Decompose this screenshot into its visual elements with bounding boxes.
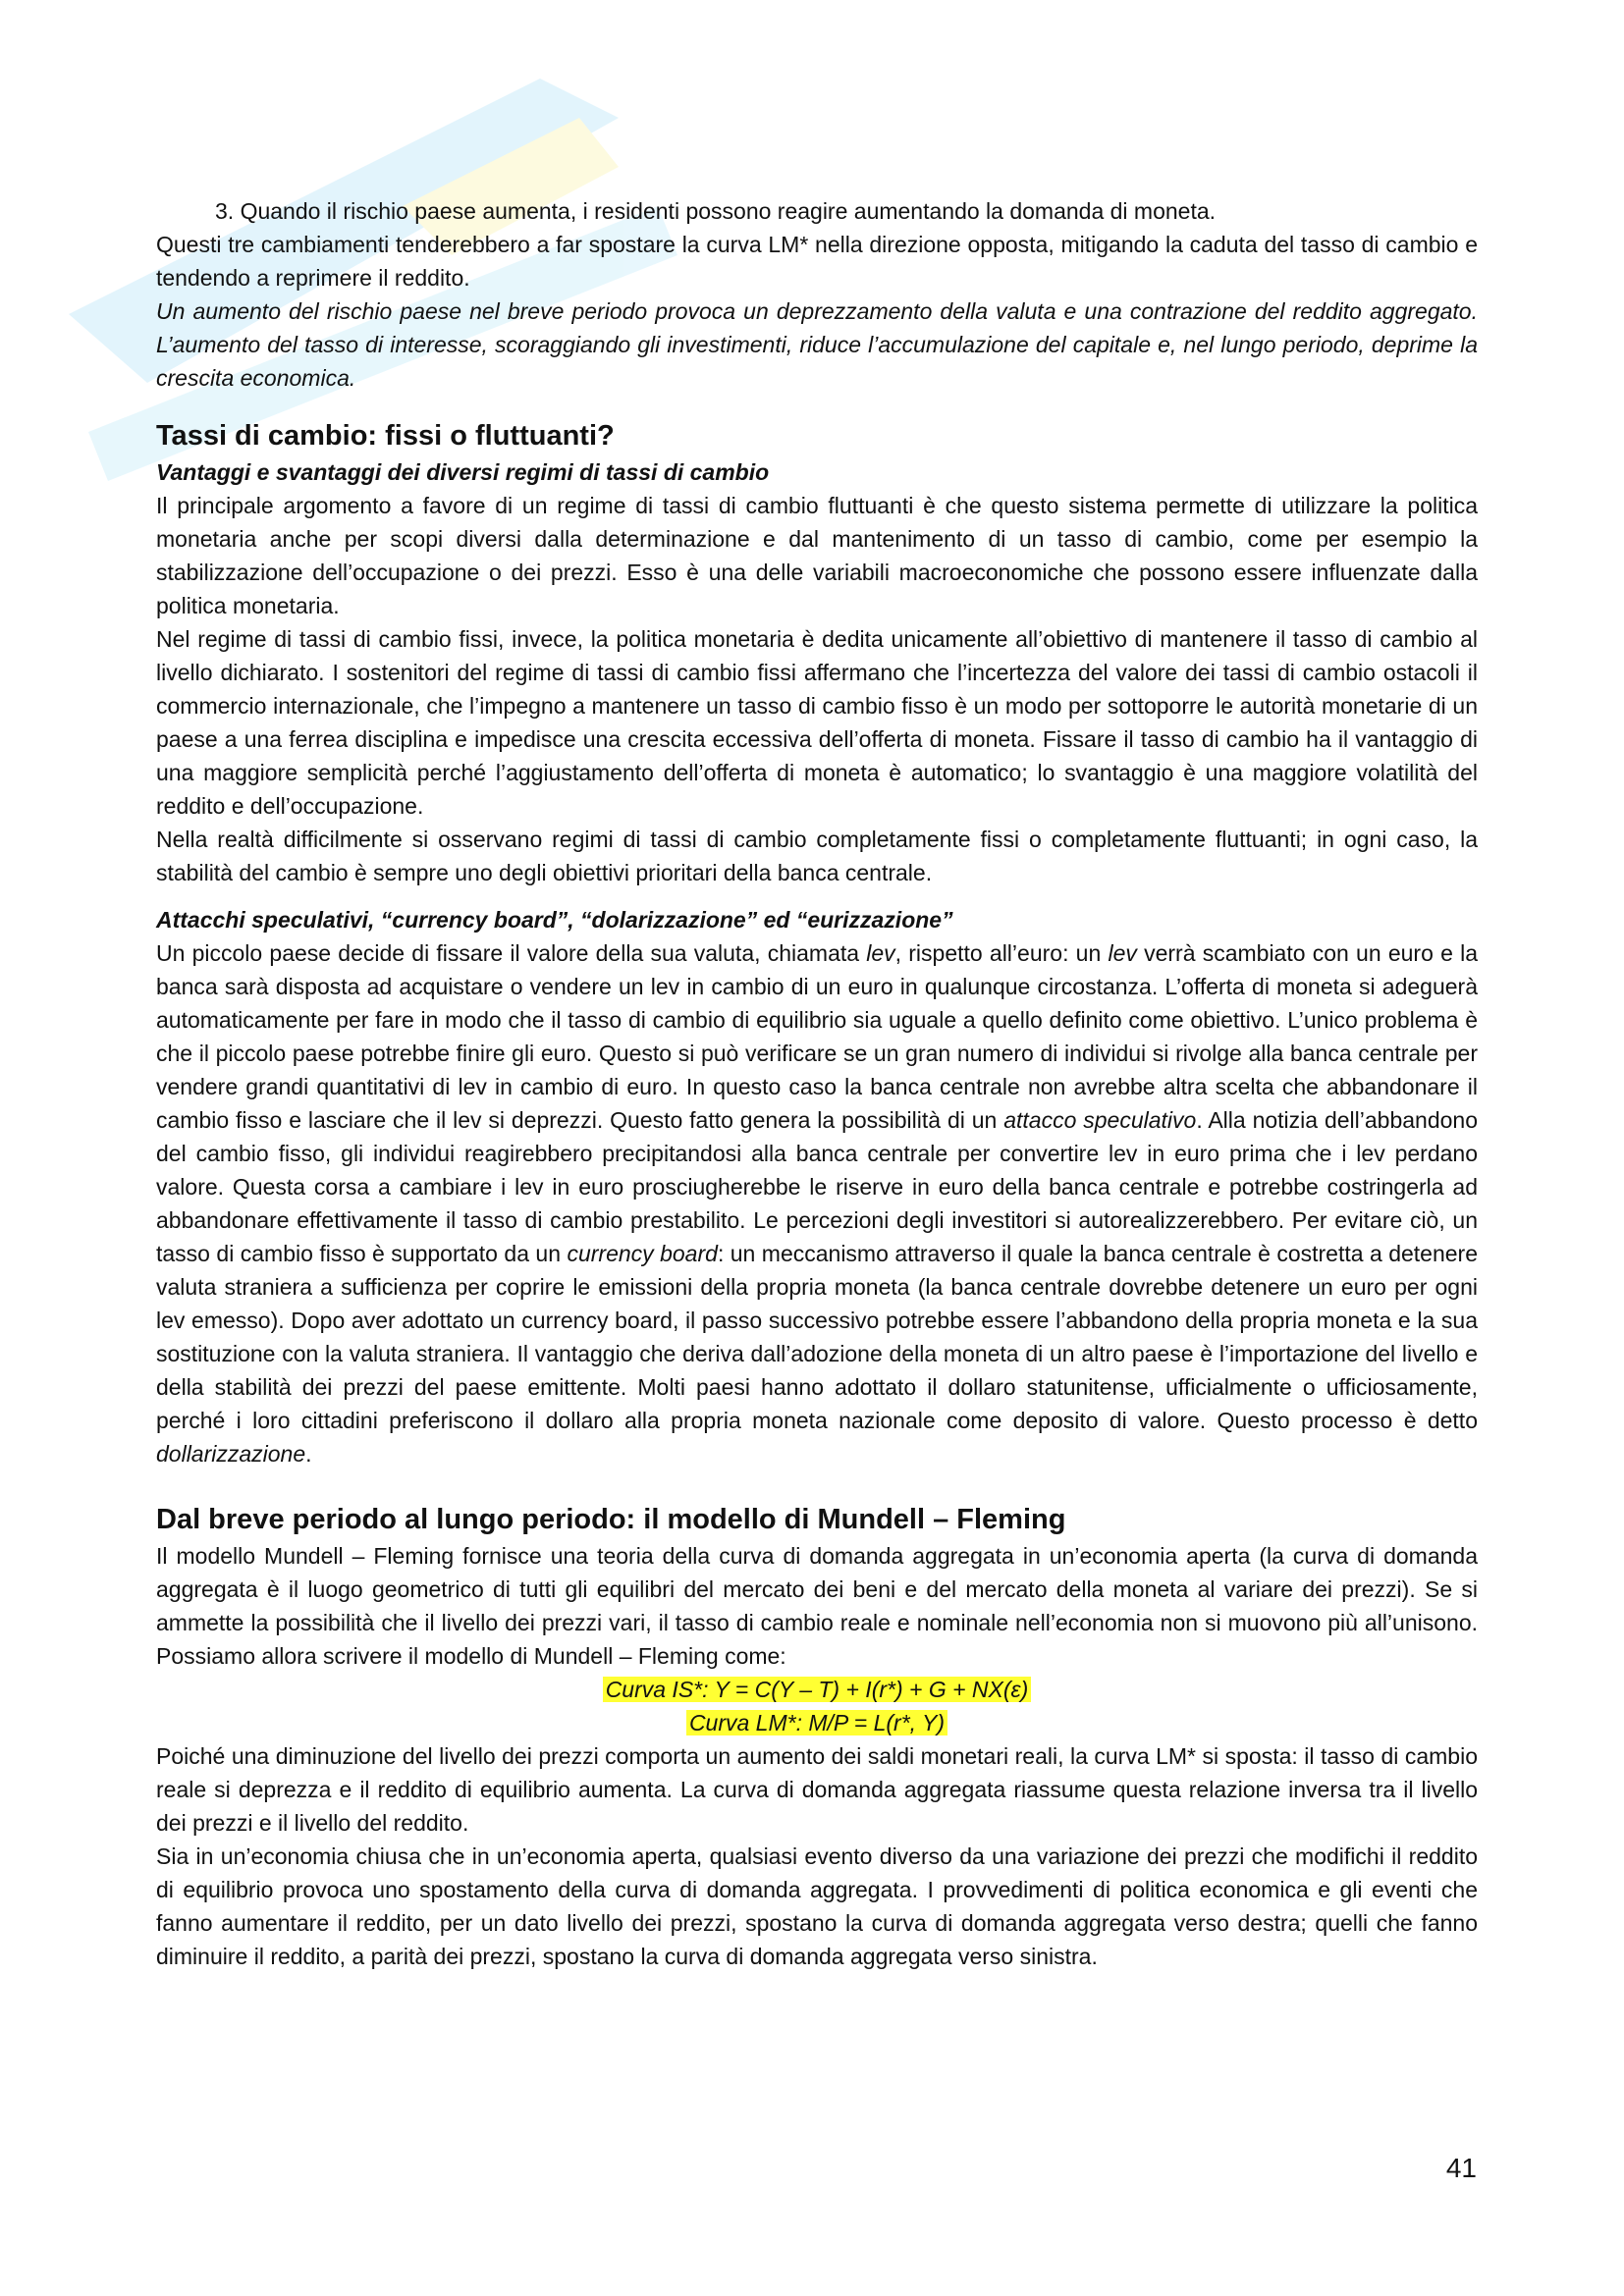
italic-term: lev: [1108, 940, 1137, 966]
text-run: . Alla notizia dell’abbandono del cambio fisso, gli individui reagirebbero precipitandosi alla banca centrale per convertire lev in euro prima che i lev perdano valore. Questa corsa a cambiare i lev in euro prosciugherebbe le riserve in euro della banca centrale e potrebbe costringerla ad abbandonare effettivamente il tasso di cambio prestabilito. Le percezioni degli investitori si autorealizzerebbero. Per evitare ciò, un tasso di cambio fisso è supportato da un: [156, 1107, 1478, 1266]
italic-term: attacco speculativo: [1003, 1107, 1197, 1133]
highlighted-formula: Curva LM*: M/P = L(r*, Y): [686, 1710, 947, 1735]
text-run: .: [305, 1441, 312, 1467]
text-run: : un meccanismo attraverso il quale la banca centrale è costretta a detenere valuta straniera a sufficienza per coprire le emissioni della propria moneta (la banca centrale dovrebbe detenere un euro per ogni lev emesso). Dopo aver adottato un currency board, il passo successivo potrebbe essere l’abbandono della propria moneta e la sua sostituzione con la valuta straniera. Il vantaggio che deriva dall’adozione della moneta di un altro paese è l’importazione del livello e della stabilità dei prezzi del paese emittente. Molti paesi hanno adottato il dollaro statunitense, ufficialmente o ufficiosamente, perché i loro cittadini preferiscono il dollaro alla propria moneta nazionale come deposito di valore. Questo processo è detto: [156, 1241, 1478, 1433]
highlighted-formula: Curva IS*: Y = C(Y – T) + I(r*) + G + NX(ε): [603, 1677, 1032, 1702]
paragraph: Il principale argomento a favore di un regime di tassi di cambio fluttuanti è che questo sistema permette di utilizzare la politica monetaria anche per scopi diversi dalla determinazione e dal mantenimento di un tasso di cambio, come per esempio la stabilizzazione dell’occupazione o dei prezzi. Esso è una delle variabili macroeconomiche che possono essere influenzate dalla politica monetaria.: [156, 493, 1478, 618]
summary-paragraph: Un aumento del rischio paese nel breve periodo provoca un deprezzamento della valuta e una contrazione del reddito aggregato. L’aumento del tasso di interesse, scoraggiando gli investimenti, riduce l’accumulazione del capitale e, nel lungo periodo, deprime la crescita economica.: [156, 298, 1478, 391]
formula-lm: [156, 1706, 1478, 1739]
section-heading: Tassi di cambio: fissi o fluttuanti?: [156, 420, 615, 452]
formula-is: [156, 1673, 1478, 1706]
italic-term: dollarizzazione: [156, 1441, 306, 1467]
list-item-3: 3. Quando il rischio paese aumenta, i residenti possono reagire aumentando la domanda di moneta.: [215, 198, 1217, 224]
page-content: [156, 194, 1478, 1973]
paragraph: Sia in un’economia chiusa che in un’economia aperta, qualsiasi evento diverso da una variazione dei prezzi che modifichi il reddito di equilibrio provoca uno spostamento della curva di domanda aggregata. I provvedimenti di politica economica e gli eventi che fanno aumentare il reddito, per un dato livello dei prezzi, spostano la curva di domanda aggregata verso destra; quelli che fanno diminuire il reddito, a parità dei prezzi, spostano la curva di domanda aggregata verso sinistra.: [156, 1843, 1478, 1969]
paragraph: Nel regime di tassi di cambio fissi, invece, la politica monetaria è dedita unicamente all’obiettivo di mantenere il tasso di cambio al livello dichiarato. I sostenitori del regime di tassi di cambio fissi affermano che l’incertezza del valore dei tassi di cambio ostacoli il commercio internazionale, che l’impegno a mantenere un tasso di cambio fisso è un modo per sottoporre le autorità monetarie di un paese a una ferrea disciplina e impedisce una crescita eccessiva dell’offerta di moneta. Fissare il tasso di cambio ha il vantaggio di una maggiore semplicità perché l’aggiustamento dell’offerta di moneta è automatico; lo svantaggio è una maggiore volatilità del reddito e dell’occupazione.: [156, 626, 1478, 819]
page-number: 41: [1445, 2153, 1477, 2183]
paragraph: [156, 936, 1478, 1470]
text-run: Un piccolo paese decide di fissare il valore della sua valuta, chiamata: [156, 940, 867, 966]
paragraph: Nella realtà difficilmente si osservano regimi di tassi di cambio completamente fissi o completamente fluttuanti; in ogni caso, la stabilità del cambio è sempre uno degli obiettivi prioritari della banca centrale.: [156, 827, 1478, 885]
paragraph: Il modello Mundell – Fleming fornisce una teoria della curva di domanda aggregata in un’economia aperta (la curva di domanda aggregata è il luogo geometrico di tutti gli equilibri del mercato dei beni e del mercato della moneta al variare dei prezzi). Se si ammette la possibilità che il livello dei prezzi vari, il tasso di cambio reale e nominale nell’economia non si muovono più all’unisono. Possiamo allora scrivere il modello di Mundell – Fleming come:: [156, 1543, 1478, 1669]
text-run: , rispetto all’euro: un: [894, 940, 1109, 966]
text-run: verrà scambiato con un euro e la banca sarà disposta ad acquistare o vendere un lev in cambio di un euro in qualunque circostanza. L’offerta di moneta si adeguerà automaticamente per fare in modo che il tasso di cambio di equilibrio sia uguale a quello definito come obiettivo. L’unico problema è che il piccolo paese potrebbe finire gli euro. Questo si può verificare se un gran numero di individui si rivolge alla banca centrale per vendere grandi quantitativi di lev in cambio di euro. In questo caso la banca centrale non avrebbe altra scelta che abbandonare il cambio fisso e lasciare che il lev si deprezzi. Questo fatto genera la possibilità di un: [156, 940, 1478, 1133]
paragraph: Poiché una diminuzione del livello dei prezzi comporta un aumento dei saldi monetari reali, la curva LM* si sposta: il tasso di cambio reale si deprezza e il reddito di equilibrio aumenta. La curva di domanda aggregata riassume questa relazione inversa tra il livello dei prezzi e il livello del reddito.: [156, 1743, 1478, 1836]
paragraph: Questi tre cambiamenti tenderebbero a far spostare la curva LM* nella direzione opposta, mitigando la caduta del tasso di cambio e tendendo a reprimere il reddito.: [156, 232, 1478, 291]
subsection-heading: Vantaggi e svantaggi dei diversi regimi di tassi di cambio: [156, 459, 770, 485]
section-heading: Dal breve periodo al lungo periodo: il modello di Mundell – Fleming: [156, 1504, 1066, 1535]
subsection-heading: Attacchi speculativi, “currency board”, “dolarizzazione” ed “eurizzazione”: [156, 907, 953, 933]
italic-term: currency board: [567, 1241, 718, 1266]
italic-term: lev: [866, 940, 895, 966]
